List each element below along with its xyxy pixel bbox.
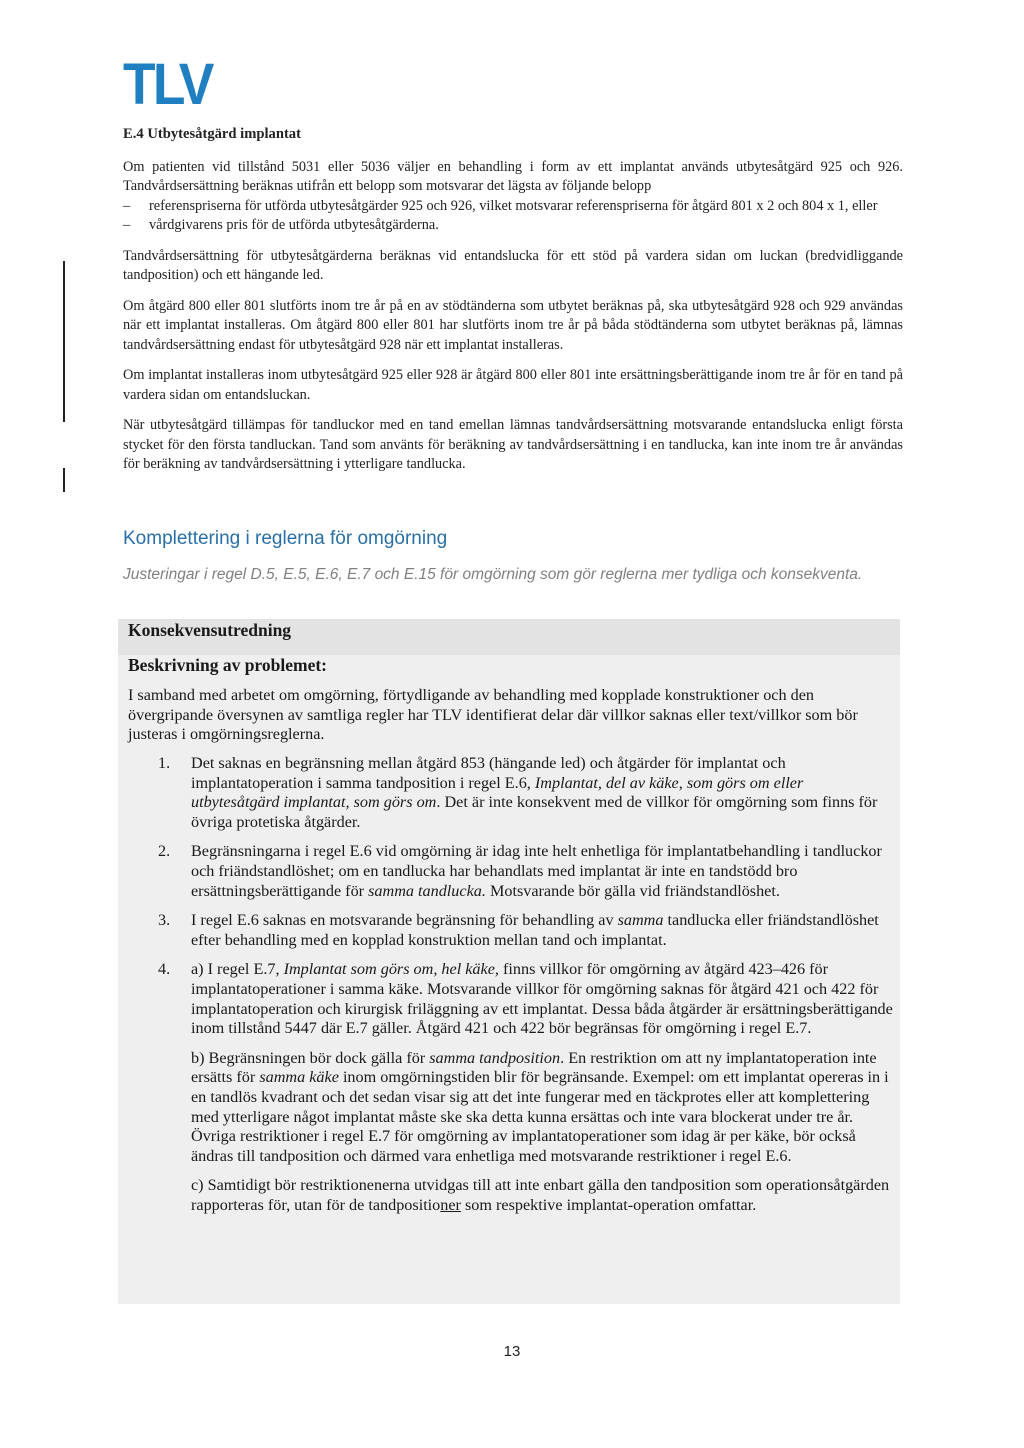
list-item-text: Det saknas en begränsning mellan åtgärd 853 (hängande led) och åtgärder för implantat och implantatoperation i samma tandposition i regel E.6, Implantat, del av käke, som görs om eller utbytesåtgärd implantat, som görs om. Det är inte konsekvent med de villkor för omgörning som finns för övriga protetiska åtgärder. <box>191 754 878 831</box>
list-item <box>158 960 893 1215</box>
paragraph <box>123 158 903 197</box>
list-item <box>158 754 893 832</box>
list-item <box>123 216 903 236</box>
paragraph: Om implantat installeras inom utbytesåtgärd 925 eller 928 är åtgärd 800 eller 801 inte ersättningsberättigande inom tre år för en tand på vardera sidan om entandsluckan. <box>123 367 903 403</box>
list-item <box>158 911 893 950</box>
rule-e4-heading: E.4 Utbytesåtgärd implantat <box>123 126 301 142</box>
section-title: Komplettering i reglerna för omgörning <box>123 528 448 549</box>
paragraph: I samband med arbetet om omgörning, förtydligande av behandling med kopplade konstruktioner och den övergripande översynen av samtliga regler har TLV identifierat delar där villkor saknas eller text/villkor som bör justeras i omgörningsreglerna. <box>128 686 858 744</box>
paragraph-text: Om patienten vid tillstånd 5031 eller 5036 väljer en behandling i form av ett implantat används utbytesåtgärd 925 och 926. Tandvårdsersättning beräknas utifrån ett belopp som motsvarar det lägsta av följande belopp <box>123 158 903 194</box>
problem-list <box>158 754 893 1225</box>
impact-assessment-title: Konsekvensutredning <box>128 620 292 640</box>
page-number: 13 <box>503 1343 521 1360</box>
tlv-logo: TLV <box>123 52 212 117</box>
paragraph: Tandvårdsersättning för utbytesåtgärderna beräknas vid entandslucka för ett stöd på vardera sidan om luckan (bredvidliggande tandposition) och ett hängande led. <box>123 247 903 283</box>
list-number: 2. <box>158 842 171 861</box>
list-item <box>123 197 903 217</box>
list-number: 3. <box>158 911 171 930</box>
list-number: 4. <box>158 960 171 979</box>
list-item-text: a) I regel E.7, Implantat som görs om, hel käke, finns villkor för omgörning av åtgärd 423–426 för implantatoperationer i samma käke. Motsvarande villkor för omgörning saknas för åtgärd 421 och 422 för implantatoperation och kirurgisk friläggning av ett implantat. Dessa båda åtgärder är ersättningsberättigande inom tillstånd 5447 där E.7 gäller. Åtgärd 421 och 422 bör begränsas för omgörning i regel E.7. <box>191 960 893 1038</box>
change-bar <box>63 468 65 492</box>
dash-marker: – <box>123 197 131 214</box>
problem-description-heading: Beskrivning av problemet: <box>128 655 327 675</box>
list-item-text: b) Begränsningen bör dock gälla för samma tandposition. En restriktion om att ny implantatoperation inte ersätts för samma käke inom omgörningstiden blir för begränsande. Exempel: om ett implantat opereras in i en tandlös kvadrant och det sedan visar sig att det inte fungerar med en täckprotes eller att komplettering med ytterligare något implantat måste ske ska detta kunna ersättas och inte vara blockerat under tre år. Övriga restriktioner i regel E.7 för omgörning av implantatoperationer som idag är per käke, bör också ändras till tandposition och därmed vara enhetliga med motsvarande restriktioner i regel E.6. <box>191 1048 889 1165</box>
dash-marker: – <box>123 217 131 233</box>
problem-intro <box>128 686 888 745</box>
list-item-text: I regel E.6 saknas en motsvarande begränsning för behandling av samma tandlucka eller friändstandlöshet efter behandling med en kopplad konstruktion mellan tand och implantat. <box>191 911 879 949</box>
list-item-text: referenspriserna för utförda utbytesåtgärder 925 och 926, vilket motsvarar referenspriserna för åtgärd 801 x 2 och 804 x 1, eller <box>149 197 878 214</box>
change-bar <box>63 261 65 422</box>
rule-e4-section <box>123 125 903 486</box>
paragraph: När utbytesåtgärd tillämpas för tandluckor med en tand emellan lämnas tandvårdsersättning motsvarande entandslucka enligt första stycket för den första tandluckan. Tand som använts för beräkning av tandvårdsersättning i en tandlucka, kan inte inom tre år användas för beräkning av tandvårdsersättning i ytterligare tandlucka. <box>123 417 903 472</box>
section-subtitle: Justeringar i regel D.5, E.5, E.6, E.7 och E.15 för omgörning som gör reglerna mer tydliga och konsekventa. <box>123 566 863 583</box>
paragraph: Om åtgärd 800 eller 801 slutförts inom tre år på en av stödtänderna som utbytet beräknas på, ska utbytesåtgärd 928 och 929 användas när ett implantat installeras. Om åtgärd 800 eller 801 har slutförts inom tre år på båda stödtänderna som utbytet beräknas på, lämnas tandvårdsersättning endast för utbytesåtgärd 928 när ett implantat installeras. <box>123 297 903 353</box>
list-number: 1. <box>158 754 171 772</box>
list-item-text: vårdgivarens pris för de utförda utbytesåtgärderna. <box>149 217 439 233</box>
list-item <box>158 842 893 901</box>
list-item-text: c) Samtidigt bör restriktionenerna utvidgas till att inte enbart gälla den tandposition som operationsåtgärden rapporteras för, utan för de tandpositioner som respektive implantat-operation omfattar. <box>191 1176 890 1214</box>
list-item-text: Begränsningarna i regel E.6 vid omgörning är idag inte helt enhetliga för implantatbehandling i tandluckor och friändstandlöshet; om en tandlucka har behandlats med implantat är inte en tandstödd bro ersättningsberättigande för samma tandlucka. Motsvarande bör gälla vid friändstandlöshet. <box>191 842 882 900</box>
